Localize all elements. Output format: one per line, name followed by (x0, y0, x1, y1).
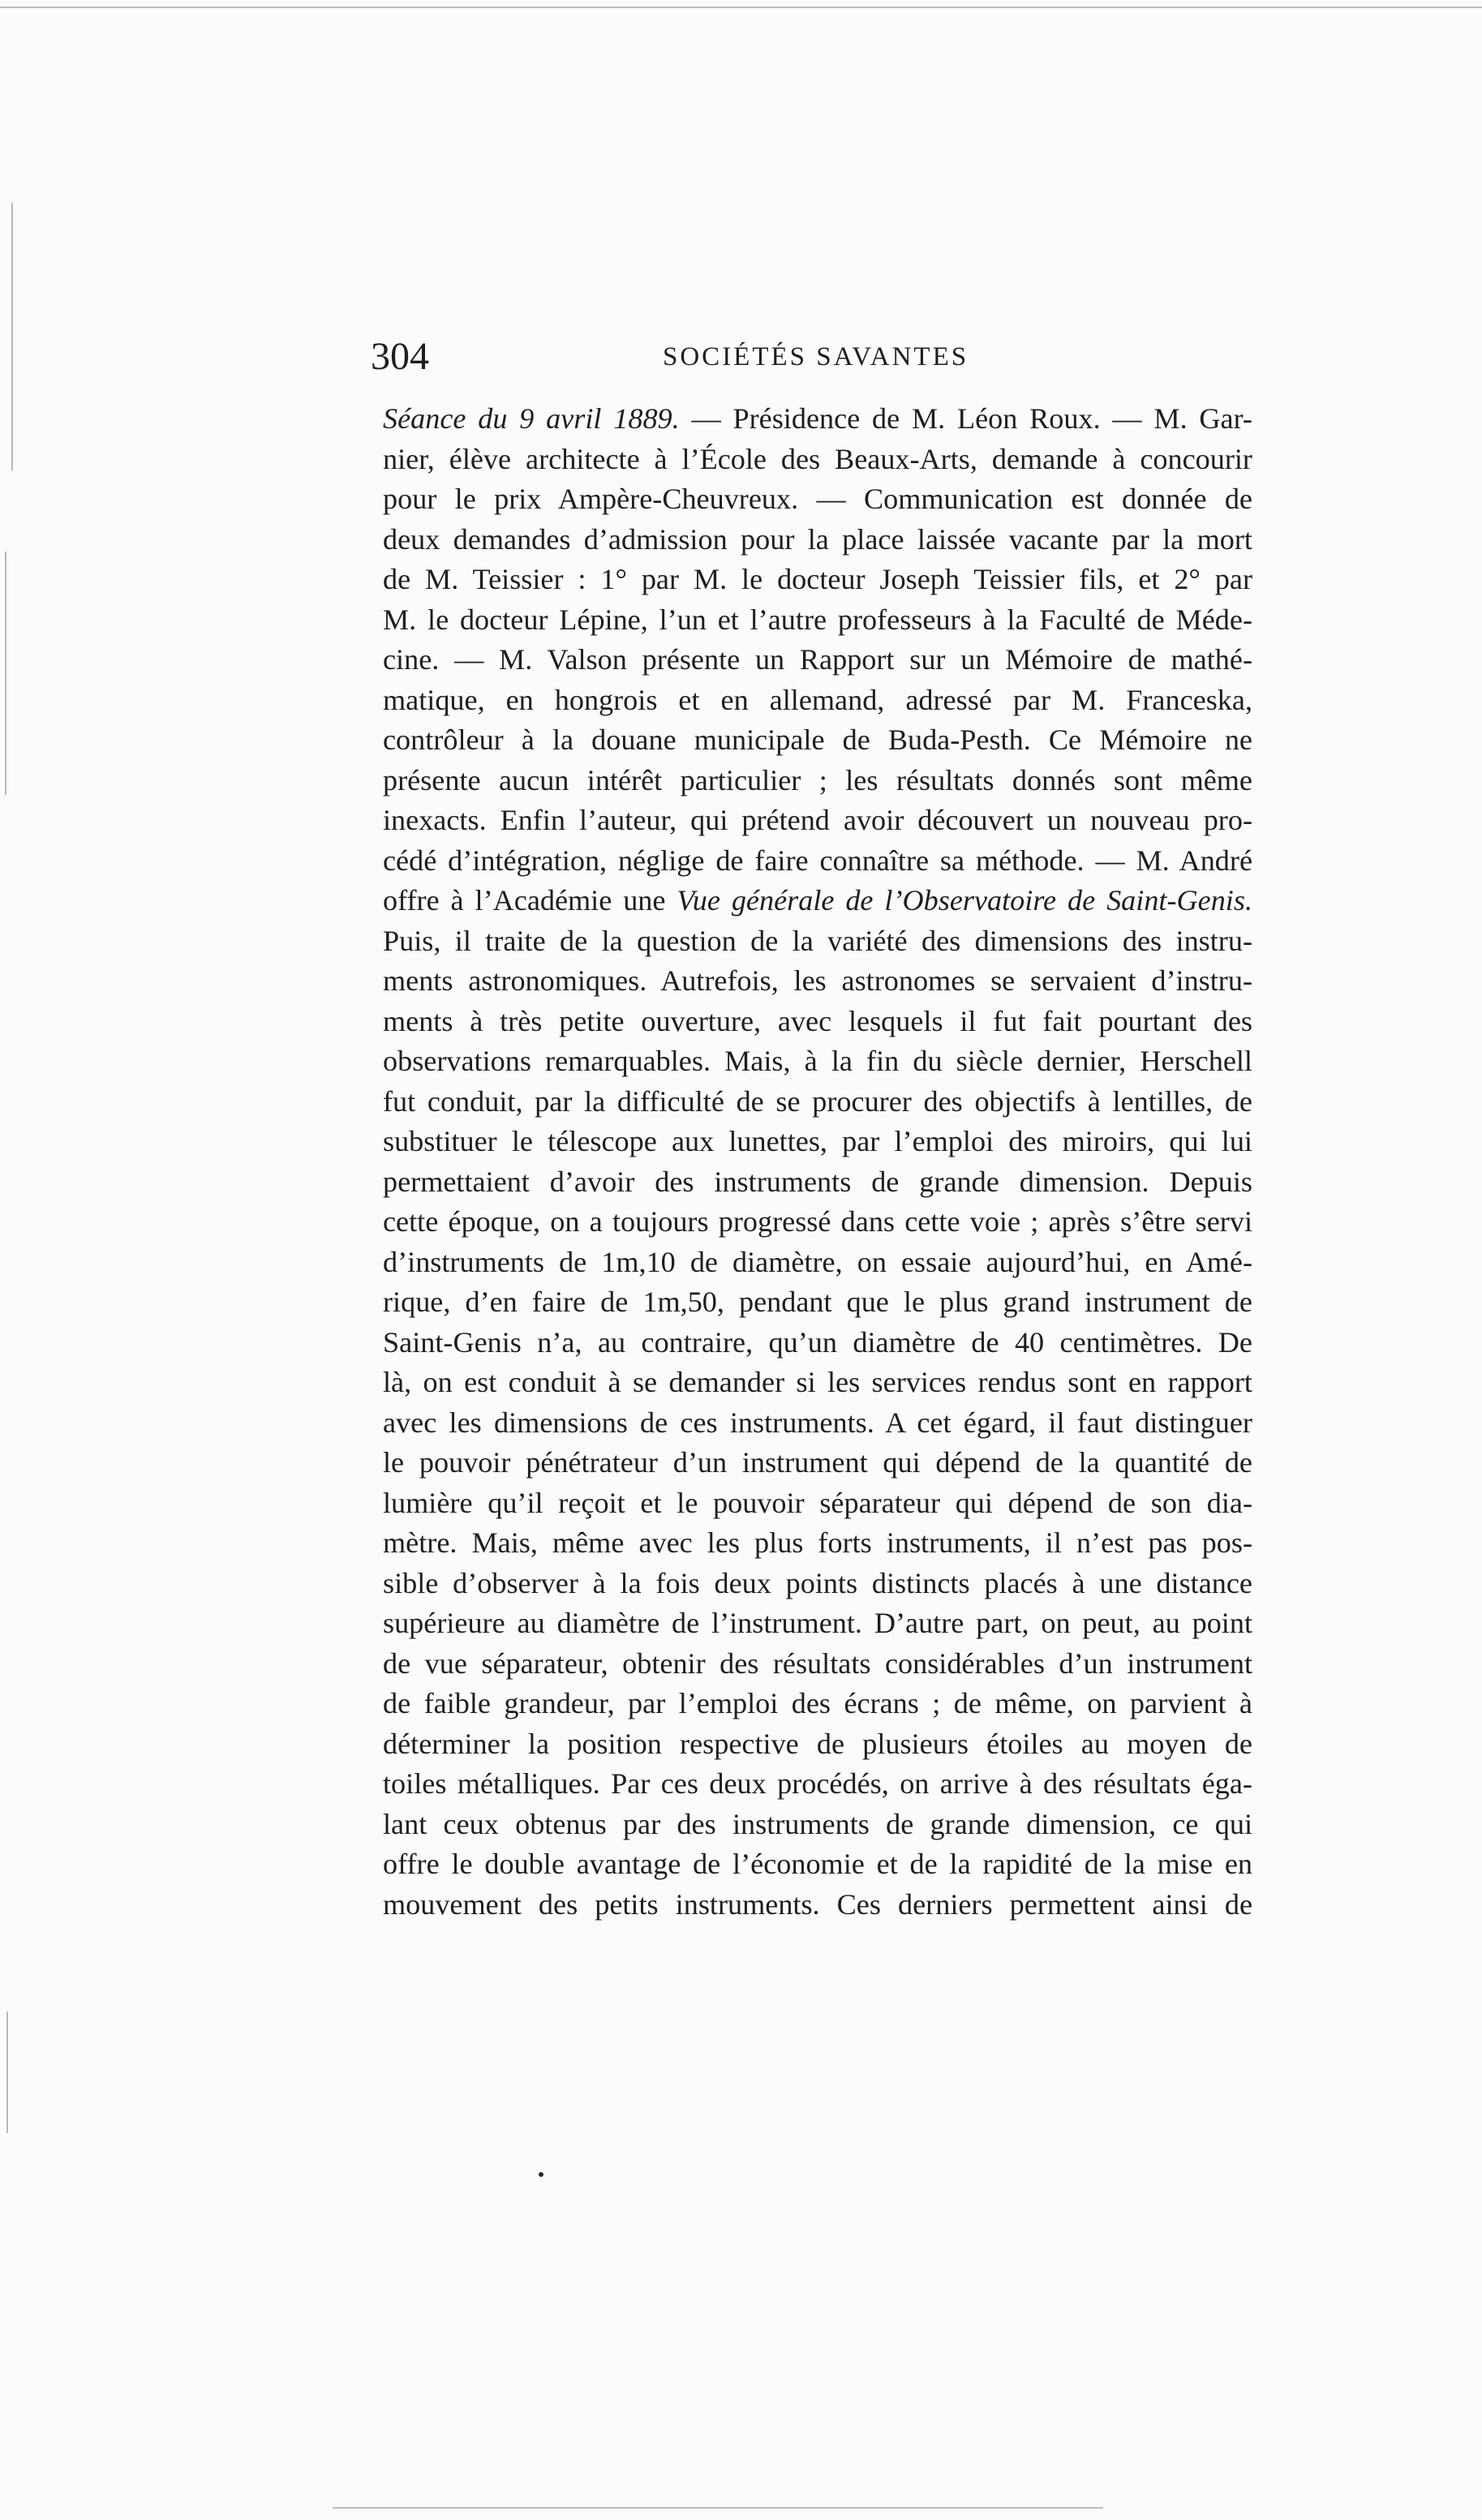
text-segment: de faible grandeur, par l’emploi des écrans ; de même, on parvient à (383, 1687, 1252, 1719)
text-segment: matique, en hongrois et en allemand, adressé par M. Franceska, (383, 683, 1252, 716)
text-line (383, 881, 1252, 921)
text-line (383, 1483, 1252, 1524)
text-line (383, 399, 1252, 440)
text-segment: sible d’observer à la fois deux points distincts placés à une distance (383, 1566, 1252, 1599)
text-segment: — Présidence de M. Léon Roux. — M. Gar- (679, 402, 1252, 435)
text-line (383, 1363, 1252, 1403)
text-segment: là, on est conduit à se demander si les services rendus sont en rapport (383, 1366, 1252, 1398)
text-line (383, 1644, 1252, 1685)
text-line (383, 560, 1252, 600)
text-segment: substituer le télescope aux lunettes, par l’emploi des miroirs, qui lui (383, 1125, 1252, 1157)
text-segment: le pouvoir pénétrateur d’un instrument qui dépend de la quantité de (383, 1446, 1252, 1479)
text-line (383, 1403, 1252, 1444)
text-line (383, 1724, 1252, 1765)
text-line (383, 720, 1252, 761)
text-line (383, 1002, 1252, 1042)
left-margin-mark-3 (6, 2011, 8, 2133)
text-segment: lant ceux obtenus par des instruments de grande dimension, ce qui (383, 1807, 1252, 1840)
text-line (383, 761, 1252, 801)
text-line (383, 1162, 1252, 1203)
text-segment: cine. — M. Valson présente un Rapport sur un Mémoire de mathé- (383, 643, 1252, 676)
text-line (383, 961, 1252, 1002)
bottom-edge-rule (333, 2507, 1103, 2509)
text-segment: nier, élève architecte à l’École des Beaux-Arts, demande à concourir (383, 442, 1252, 475)
text-segment: pour le prix Ampère-Cheuvreux. — Communication est donnée de (383, 483, 1252, 515)
text-segment: deux demandes d’admission pour la place laissée vacante par la mort (383, 522, 1252, 556)
ink-speck (539, 2172, 543, 2177)
text-line (383, 1243, 1252, 1283)
text-segment: ments astronomiques. Autrefois, les astronomes se servaient d’instru- (383, 964, 1252, 997)
text-segment: observations remarquables. Mais, à la fin du siècle dernier, Herschell (383, 1045, 1252, 1077)
text-segment: de vue séparateur, obtenir des résultats considérables d’un instrument (383, 1646, 1252, 1680)
text-segment: cette époque, on a toujours progressé dans cette voie ; après s’être servi (383, 1205, 1252, 1238)
text-segment: mouvement des petits instruments. Ces derniers permettent ainsi de (383, 1887, 1252, 1921)
left-margin-mark-2 (5, 552, 6, 795)
text-segment: présente aucun intérêt particulier ; les résultats donnés sont même (383, 763, 1252, 796)
text-segment: inexacts. Enfin l’auteur, qui prétend avoir découvert un nouveau pro- (383, 804, 1252, 836)
text-line (383, 1082, 1252, 1123)
text-line (383, 1764, 1252, 1805)
text-line (383, 640, 1252, 680)
text-line (383, 1885, 1252, 1925)
text-line (383, 801, 1252, 841)
text-segment: rique, d’en faire de 1m,50, pendant que le plus grand instrument de (383, 1286, 1252, 1318)
text-line (383, 1603, 1252, 1644)
text-line (383, 479, 1252, 520)
italic-text: Vue générale de l’Observatoire de Saint-Genis. (677, 884, 1252, 917)
text-segment: mètre. Mais, même avec les plus forts instruments, il n’est pas pos- (383, 1526, 1252, 1559)
text-line (383, 1564, 1252, 1604)
text-body (383, 399, 1252, 1925)
text-line (383, 1041, 1252, 1082)
text-line (383, 440, 1252, 480)
text-line (383, 1805, 1252, 1845)
top-edge-rule (0, 6, 1482, 8)
text-line (383, 921, 1252, 962)
text-segment: contrôleur à la douane municipale de Buda-Pesth. Ce Mémoire ne (383, 723, 1252, 756)
text-segment: permettaient d’avoir des instruments de grande dimension. Depuis (383, 1165, 1252, 1198)
text-line (383, 841, 1252, 882)
text-segment: d’instruments de 1m,10 de diamètre, on essaie aujourd’hui, en Amé- (383, 1245, 1252, 1278)
text-segment: de M. Teissier : 1° par M. le docteur Joseph Teissier fils, et 2° par (383, 563, 1252, 595)
text-segment: toiles métalliques. Par ces deux procédés, on arrive à des résultats éga- (383, 1767, 1252, 1800)
page-number: 304 (371, 335, 429, 378)
text-line (383, 1122, 1252, 1162)
text-line (383, 1844, 1252, 1885)
text-segment: M. le docteur Lépine, l’un et l’autre professeurs à la Faculté de Méde- (383, 603, 1252, 636)
text-segment: Saint-Genis n’a, au contraire, qu’un diamètre de 40 centimètres. De (383, 1325, 1252, 1359)
text-line (383, 1443, 1252, 1483)
text-segment: offre à l’Académie une (383, 884, 677, 917)
text-segment: avec les dimensions de ces instruments. A cet égard, il faut distinguer (383, 1406, 1252, 1439)
running-title: SOCIÉTÉS SAVANTES (663, 342, 969, 371)
text-segment: cédé d’intégration, néglige de faire connaître sa méthode. — M. André (383, 844, 1252, 877)
italic-text: Séance du 9 avril 1889. (383, 402, 680, 435)
text-line (383, 520, 1252, 560)
text-line (383, 1202, 1252, 1243)
text-segment: offre le double avantage de l’économie et de la rapidité de la mise en (383, 1848, 1252, 1880)
text-line (383, 1523, 1252, 1564)
text-segment: ments à très petite ouverture, avec lesquels il fut fait pourtant des (383, 1004, 1252, 1037)
text-line (383, 1684, 1252, 1724)
text-segment: Puis, il traite de la question de la variété des dimensions des instru- (383, 924, 1252, 957)
text-line (383, 600, 1252, 641)
text-segment: fut conduit, par la difficulté de se procurer des objectifs à lentilles, de (383, 1084, 1252, 1118)
text-segment: lumière qu’il reçoit et le pouvoir séparateur qui dépend de son dia- (383, 1486, 1252, 1519)
text-line (383, 1323, 1252, 1363)
text-line (383, 680, 1252, 721)
text-line (383, 1282, 1252, 1323)
left-margin-mark (11, 203, 13, 470)
text-segment: déterminer la position respective de plusieurs étoiles au moyen de (383, 1727, 1252, 1760)
page-header (371, 331, 1253, 383)
text-segment: supérieure au diamètre de l’instrument. D’autre part, on peut, au point (383, 1607, 1252, 1639)
